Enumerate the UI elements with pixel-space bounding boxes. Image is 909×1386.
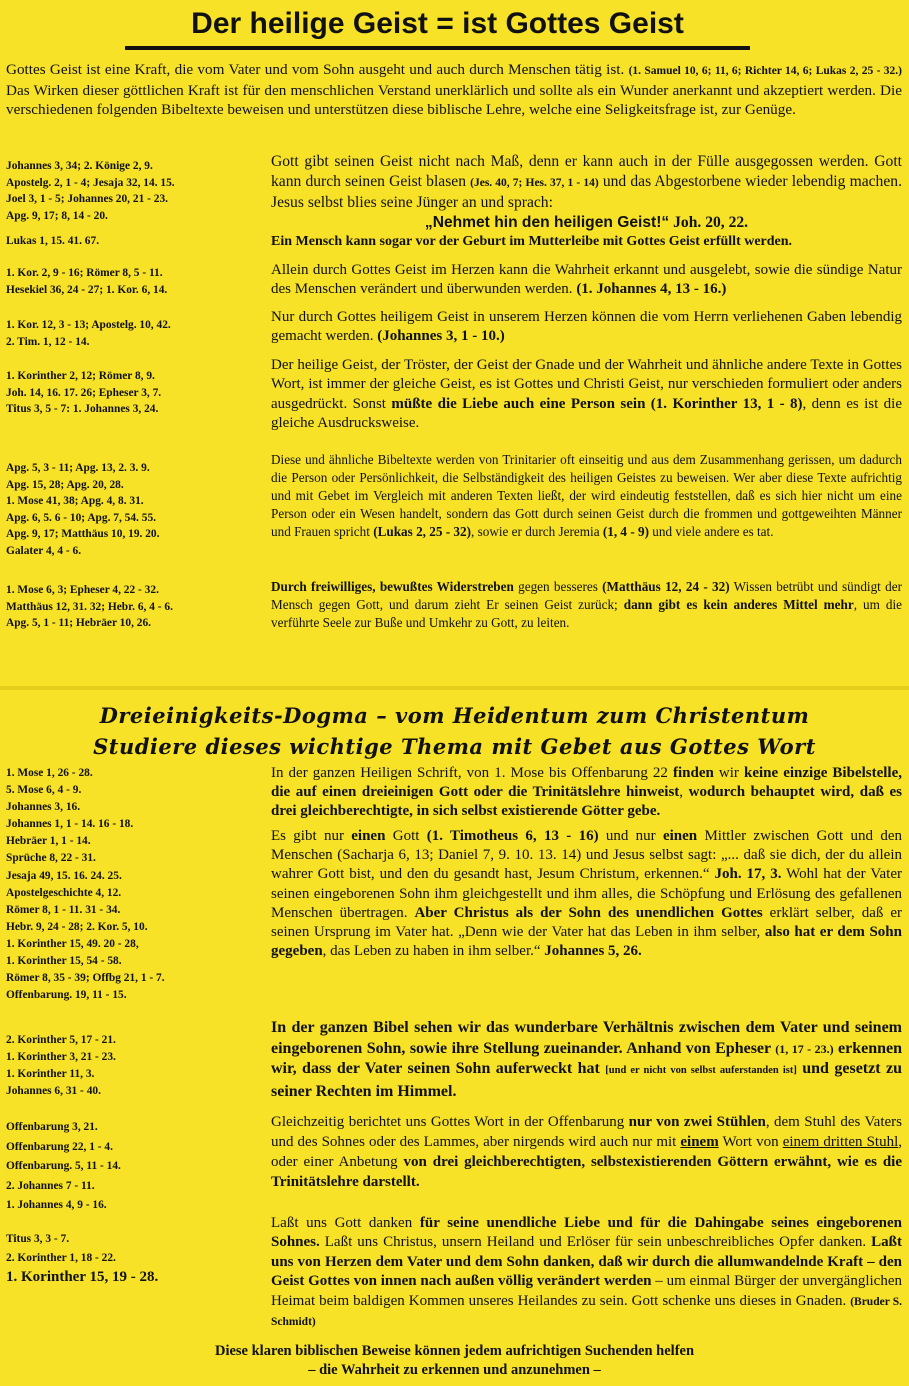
text-part: und das Abgestorbene wieder lebendig machen. Jesus selbst blies seine Jünger an und sprach: xyxy=(271,173,902,211)
reference-item: Apg. 5, 1 - 11; Hebräer 10, 26. xyxy=(6,617,152,629)
text-part: Nur durch Gottes heiligem Geist in unserem Herzen können die vom Herrn verliehenen Gaben lebendig gemacht werden. xyxy=(271,309,902,344)
bold-text: nur von zwei Stühlen xyxy=(628,1114,766,1130)
bold-text: keine einzige Bibelstelle, die auf einen dreieinigen Gott oder die Trinitätslehre hinweist xyxy=(271,765,903,801)
reference-item: Hebräer 1, 1 - 14. xyxy=(6,835,91,848)
reference-item: Hesekiel 36, 24 - 27; 1. Kor. 6, 14. xyxy=(6,283,168,296)
reference-item: 1. Korinther 15, 54 - 58. xyxy=(6,955,122,968)
section-text xyxy=(271,764,902,961)
reference-list xyxy=(6,158,256,224)
paragraph xyxy=(271,827,902,961)
reference-item: 1. Kor. 2, 9 - 16; Römer 8, 5 - 11. xyxy=(6,267,163,279)
text-part: Gott xyxy=(385,828,427,845)
reference-item: Titus 3, 5 - 7: 1. Johannes 3, 24. xyxy=(6,403,159,415)
section-text xyxy=(271,152,902,233)
text-part: , oder einer Anbetung xyxy=(271,1134,903,1170)
inline-reference: (1, 4 - 9) xyxy=(602,524,649,539)
reference-item: Matthäus 12, 31. 32; Hebr. 6, 4 - 6. xyxy=(6,600,173,613)
reference-list xyxy=(6,1230,256,1287)
reference-item: Römer 8, 35 - 39; Offbg 21, 1 - 7. xyxy=(6,972,165,985)
footer xyxy=(0,1342,909,1380)
reference-item: 1. Mose 1, 26 - 28. xyxy=(6,767,93,779)
inline-reference: (Johannes 3, 1 - 10.) xyxy=(377,328,505,344)
bracket-note: [und er nicht von selbst auferstanden ist] xyxy=(605,1065,797,1076)
reference-item: Joel 3, 1 - 5; Johannes 20, 21 - 23. xyxy=(6,193,168,205)
text-part: Gott gibt seinen Geist nicht nach Maß, denn er kann auch in der Fülle ausgegossen werden. Gott kann durch seinen Geist blasen xyxy=(271,153,902,190)
reference-item: Apg. 9, 17; 8, 14 - 20. xyxy=(6,209,108,222)
text-part: Wort von xyxy=(718,1134,783,1150)
reference-list xyxy=(6,1118,256,1216)
inline-reference: (Lukas 2, 25 - 32) xyxy=(373,524,472,539)
reference-item: 5. Mose 6, 4 - 9. xyxy=(6,784,82,797)
text-part: , denn es ist die gleiche Ausdrucksweise. xyxy=(271,395,902,431)
reference-item: Römer 8, 1 - 11. 31 - 34. xyxy=(6,903,121,916)
reference-item: 1. Kor. 12, 3 - 13; Apostelg. 10, 42. xyxy=(6,319,171,331)
page-fold-line xyxy=(0,686,909,690)
inline-reference: (Jes. 40, 7; Hes. 37, 1 - 14) xyxy=(470,177,599,189)
reference-item: Apg. 5, 3 - 11; Apg. 13, 2. 3. 9. xyxy=(6,462,150,474)
inline-reference: Johannes 5, 26. xyxy=(544,942,642,959)
section-text xyxy=(271,578,902,632)
bold-text: dann gibt es kein anderes Mittel mehr xyxy=(623,597,854,612)
text-part: Allein durch Gottes Geist im Herzen kann die Wahrheit erkannt und ausgelebt, sowie die sündige Natur des Menschen verändert und überwunden werden. xyxy=(271,262,902,297)
reference-item: Lukas 1, 15. 41. 67. xyxy=(6,235,100,247)
reference-item: Apg. 9, 17; Matthäus 10, 19. 20. xyxy=(6,528,160,540)
text-part: gegen besseres xyxy=(513,579,603,594)
bold-text: einen xyxy=(351,828,386,845)
reference-item: Apg. 6, 5. 6 - 10; Apg. 7, 54. 55. xyxy=(6,511,156,524)
bold-text: Durch freiwilliges, bewußtes Widerstreben xyxy=(271,579,514,594)
bold-text: finden xyxy=(673,765,714,781)
page-title: Der heilige Geist = ist Gottes Geist xyxy=(125,4,750,50)
bold-text: für seine unendliche Liebe und für die Dahingabe seines eingeborenen Sohnes. xyxy=(271,1215,902,1251)
section-text xyxy=(271,261,902,299)
text-part: Laßt uns Christus, unsern Heiland und Erlöser für sein unbeschreibliches Opfer danken. xyxy=(319,1234,872,1251)
reference-item: 2. Korinther 5, 17 - 21. xyxy=(6,1034,116,1046)
trinity-heading-line-1: Dreieinigkeits-Dogma – vom Heidentum zum Christentum xyxy=(99,703,810,728)
reference-list xyxy=(6,368,256,418)
bold-text: also hat er dem Sohn gegeben xyxy=(271,923,902,959)
reference-list xyxy=(6,317,256,350)
underlined-text: einem xyxy=(680,1134,719,1150)
bold-text: Aber Christus als der Sohn des unendlichen Gottes xyxy=(414,904,763,921)
section-text xyxy=(271,451,902,541)
reference-item: Jesaja 49, 15. 16. 24. 25. xyxy=(6,869,122,882)
paragraph xyxy=(271,764,902,821)
section-text xyxy=(271,356,902,433)
section-text xyxy=(271,1018,902,1102)
text-part: Mittler zwischen Gott und den Menschen (Sacharja 6, 13; Daniel 7, 9. 10. 13. 14) und Jesus selbst sagt: „... daß sie dich, der du allein wahrer Gott bist, und den du gesandt hast, Jesum Christum, erkennen.“ xyxy=(271,828,902,883)
quote-reference: Joh. 20, 22. xyxy=(669,214,749,231)
text-part: , das Leben zu haben in ihm selber.“ xyxy=(322,942,545,959)
reference-item: 1. Korinther 2, 12; Römer 8, 9. xyxy=(6,370,155,382)
reference-item: Joh. 14, 16. 17. 26; Epheser 3, 7. xyxy=(6,386,162,399)
bold-text: In der ganzen Bibel sehen wir das wunderbare Verhältnis zwischen dem Vater und seinem eingeborenen Sohn, sowie ihre Stellung zueinander. Anhand von Epheser xyxy=(271,1019,902,1057)
inline-reference: (1. Johannes 4, 13 - 16.) xyxy=(576,281,727,297)
reference-item: 1. Mose 6, 3; Epheser 4, 22 - 32. xyxy=(6,584,159,596)
reference-list xyxy=(6,265,256,298)
reference-item: Offenbarung 3, 21. xyxy=(6,1121,98,1133)
text-part: Es gibt nur xyxy=(271,828,352,845)
reference-item: 1. Johannes 4, 9 - 16. xyxy=(6,1199,107,1212)
bold-text: wodurch behauptet wird, daß es drei gleichberechtigte, in sich selbst existierende Götter gebe. xyxy=(271,784,902,820)
inline-reference: (Matthäus 12, 24 - 32) xyxy=(602,579,730,594)
reference-item: 1. Korinther 15, 49. 20 - 28, xyxy=(6,937,139,950)
reference-item-large: 1. Korinther 15, 19 - 28. xyxy=(6,1269,159,1285)
bold-text: erkennen wir, dass der Vater seinen Sohn auferweckt hat xyxy=(271,1039,902,1077)
text-part: erklärt selber, daß er seinen Ursprung im Vater hat. „Denn wie der Vater hat das Leben in ihm selber, xyxy=(271,904,902,940)
text-part: und viele andere es tat. xyxy=(649,524,774,539)
reference-list xyxy=(6,1032,256,1100)
inline-reference: Joh. 17, 3. xyxy=(714,866,782,883)
text-part: Der heilige Geist, der Tröster, der Geist der Gnade und der Wahrheit und ähnliche andere Texte in Gottes Wort, ist immer der gleiche Geist, es ist Gottes und Christi Geist, nur verschieden formuliert oder anders ausgedrückt. Sonst xyxy=(271,357,902,412)
text-part: Wissen betrübt und sündigt der Mensch gegen Gott, und darum zieht Er seinen Geist zurück; xyxy=(271,579,902,612)
intro-paragraph xyxy=(6,60,902,119)
reference-item: Offenbarung. 5, 11 - 14. xyxy=(6,1160,121,1173)
section-text xyxy=(271,308,902,346)
reference-list xyxy=(6,765,256,1004)
reference-item: 2. Korinther 1, 18 - 22. xyxy=(6,1252,116,1264)
reference-item: 2. Tim. 1, 12 - 14. xyxy=(6,335,90,348)
footer-line-1: Diese klaren biblischen Beweise können jedem aufrichtigen Suchenden helfen xyxy=(214,1343,695,1359)
reference-item: 1. Korinther 3, 21 - 23. xyxy=(6,1051,116,1063)
section-text: Ein Mensch kann sogar vor der Geburt im Mutterleibe mit Gottes Geist erfüllt werden. xyxy=(271,234,793,249)
text-part: , xyxy=(679,784,689,801)
text-part: , sowie er durch Jeremia xyxy=(471,524,603,539)
text-part: , um die verführte Seele zur Buße und Umkehr zu Gott, zu leiten. xyxy=(271,597,903,630)
reference-item: Johannes 1, 1 - 14. 16 - 18. xyxy=(6,818,134,831)
bold-text: einen xyxy=(662,828,698,845)
reference-item: Apostelg. 2, 1 - 4; Jesaja 32, 14. 15. xyxy=(6,176,175,189)
quote-line xyxy=(271,213,902,233)
underlined-text: einem dritten Stuhl xyxy=(782,1134,899,1150)
text-part: In der ganzen Heiligen Schrift, von 1. Mose bis Offenbarung 22 xyxy=(271,765,673,781)
bold-text: Laßt uns von Herzen dem Vater und dem Sohn danken, daß wir durch die allumwandelnde Kraft – den Geist Gottes von innen nach außen völlig verändert werden xyxy=(271,1234,902,1290)
bold-text: müßte die Liebe auch eine Person sein (1. Korinther 13, 1 - 8) xyxy=(391,395,803,412)
reference-item: 1. Mose 41, 38; Apg. 4, 8. 31. xyxy=(6,495,144,507)
text-part: wir xyxy=(713,765,744,781)
intro-reference: (1. Samuel 10, 6; 11, 6; Richter 14, 6; Lukas 2, 25 - 32.) xyxy=(628,65,903,77)
text-part: und nur xyxy=(598,828,663,845)
footer-line-2: – die Wahrheit zu erkennen und anzunehmen – xyxy=(308,1362,601,1378)
intro-text-2: Das Wirken dieser göttlichen Kraft ist für den menschlichen Verstand unerklärlich und sollte als ein Wunder anerkannt und akzeptiert werden. Die verschiedenen folgenden Bibeltexte beweisen und unterstützen diese biblische Lehre, welche eine Seligkeitsfrage ist, zur Genüge. xyxy=(6,82,902,118)
reference-item: Galater 4, 4 - 6. xyxy=(6,544,82,557)
text-part: – um einmal Bürger der unvergänglichen Heimat beim baldigen Kommen unseres Heilandes zu sein. Gott schenke uns dieses in Gnaden. xyxy=(271,1273,902,1309)
section-text xyxy=(271,1112,902,1192)
text-part: Wohl hat der Vater seinen eingeborenen Sohn ihm gleichgestellt und ihm alles, die Schöpfung und Erlösung des gefallenen Menschen übertragen. xyxy=(271,866,902,921)
text-part: , dem Stuhl des Vaters und des Sohnes oder des Lammes, aber nirgends wird auch nur mit xyxy=(271,1114,903,1150)
reference-item: Offenbarung. 19, 11 - 15. xyxy=(6,989,127,1002)
section-text xyxy=(271,1214,902,1332)
quote-text: „Nehmet hin den heiligen Geist!“ xyxy=(424,214,670,231)
text-part: Diese und ähnliche Bibeltexte werden von Trinitarier oft einseitig und aus dem Zusammenhang gerissen, um dadurch die Person oder Persönlichkeit, die Selbständigkeit des heiligen Geistes zu beweisen. Wer aber diese Texte aufrichtig und mit Gebet im Vergleich mit anderen Texten ließt, der wird eindeutig feststellen, daß es sich hier nicht um eine Person oder ein Wesen handelt, sondern das Gott durch seinen Geist durch die frommen und gottgeweihten Männer und Frauen spricht xyxy=(271,452,902,539)
text-part: Gleichzeitig berichtet uns Gottes Wort in der Offenbarung xyxy=(271,1114,629,1130)
reference-list xyxy=(6,233,256,250)
reference-item: Titus 3, 3 - 7. xyxy=(6,1233,70,1245)
trinity-heading-line-2: Studiere dieses wichtige Thema mit Gebet aus Gottes Wort xyxy=(93,734,816,759)
inline-reference: (1. Timotheus 6, 13 - 16) xyxy=(426,828,599,845)
reference-item: Johannes 3, 34; 2. Könige 2, 9. xyxy=(6,160,153,172)
reference-item: Apostelgeschichte 4, 12. xyxy=(6,886,122,899)
reference-item: Apg. 15, 28; Apg. 20, 28. xyxy=(6,478,124,491)
bold-text: von drei gleichberechtigten, selbstexistierenden Göttern erwähnt, wie es die Trinitätslehre darstellt. xyxy=(271,1154,902,1190)
reference-item: Hebr. 9, 24 - 28; 2. Kor. 5, 10. xyxy=(6,920,148,933)
reference-item: 1. Korinther 11, 3. xyxy=(6,1068,95,1080)
signature: (Bruder S. Schmidt) xyxy=(271,1295,902,1329)
reference-item: 2. Johannes 7 - 11. xyxy=(6,1179,95,1192)
reference-item: Offenbarung 22, 1 - 4. xyxy=(6,1140,113,1153)
text-part: Laßt uns Gott danken xyxy=(271,1215,420,1231)
reference-item: Sprüche 8, 22 - 31. xyxy=(6,852,96,865)
reference-item: Johannes 3, 16. xyxy=(6,801,81,814)
reference-item: Johannes 6, 31 - 40. xyxy=(6,1085,101,1097)
reference-list xyxy=(6,460,256,559)
intro-text-1: Gottes Geist ist eine Kraft, die vom Vater und vom Sohn ausgeht und auch durch Menschen tätig ist. xyxy=(6,61,629,78)
inline-reference: (1, 17 - 23.) xyxy=(775,1041,834,1056)
reference-list xyxy=(6,582,256,632)
bold-text: und gesetzt zu seiner Rechten im Himmel. xyxy=(271,1060,902,1100)
